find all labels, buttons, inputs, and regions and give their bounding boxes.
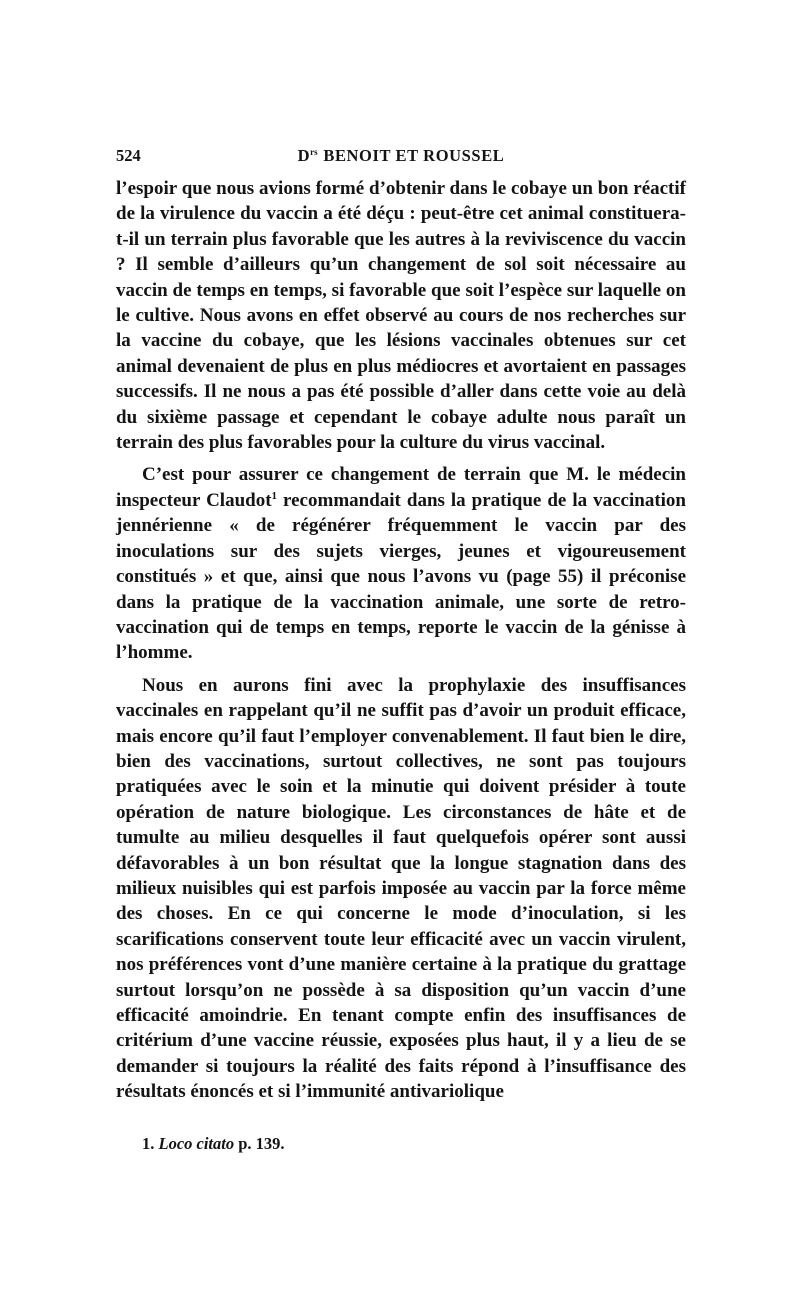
page-header [116,146,686,170]
footnote-number: 1. [142,1134,155,1153]
running-head-authors: BENOIT ET ROUSSEL [318,146,505,165]
paragraph-1: l’espoir que nous avions formé d’obtenir dans le cobaye un bon réactif de la virulence du vaccin a été déçu : peut-être cet animal constituera-t-il un terrain plus favorable que les autres à la reviviscence du vaccin ? Il semble d’ailleurs qu’un changement de sol soit nécessaire au vaccin de temps en temps, si favorable que soit l’espèce sur laquelle on le cultive. Nous avons en effet observé au cours de nos recherches sur la vaccine du cobaye, que les lésions vaccinales obtenues sur cet animal devenaient de plus en plus médiocres et avortaient en passages successifs. Il ne nous a pas été possible d’aller dans cette voie au delà du sixième passage et cependant le cobaye adulte nous paraît un terrain des plus favorables pour la culture du virus vaccinal. [116,178,686,454]
paragraph-2 [116,462,686,665]
footnote-page: p. 139. [238,1134,285,1153]
running-head-superscript: rs [310,147,318,157]
paragraph-3: Nous en aurons fini avec la prophylaxie des insuffisances vaccinales en rappelant qu’il ne suffit pas d’avoir un produit efficace, mais encore qu’il faut l’employer convenablement. Il faut bien le dire, bien des vaccinations, surtout collectives, ne sont pas toujours pratiquées avec le soin et la minutie qui doivent présider à toute opération de nature biologique. Les circonstances de hâte et de tumulte au milieu desquelles il faut quelquefois opérer sont aussi défavorables à un bon résultat que la longue stagnation dans des milieux nuisibles qui est parfois imposée au vaccin par la force même des choses. En ce qui concerne le mode d’inoculation, si les scarifications conservent toute leur efficacité avec un vaccin virulent, nos préférences vont d’une manière certaine à la pratique du grattage surtout lorsqu’on ne possède à sa disposition qu’un vaccin d’une efficacité amoindrie. En tenant compte enfin des insuffisances de critérium d’une vaccine réussie, exposées plus haut, il y a lieu de se demander si toujours la réalité des faits répond à l’insuffisance des résultats énoncés et si l’immunité antivariolique [116,674,686,1103]
footnote-reference: Loco citato [158,1134,235,1153]
running-head [116,146,686,166]
page-number: 524 [116,146,141,165]
paragraph-2-part-1: C’est pour assurer ce changement de terrain que M. le médecin inspecteur Claudot [116,464,686,511]
book-page [116,0,686,1304]
body-text [116,176,686,1112]
running-head-prefix: D [297,146,311,165]
footnote [142,1134,285,1154]
footnote-marker: 1 [271,489,278,502]
paragraph-2-part-2: recommandait dans la pratique de la vaccination jennérienne « de régénérer fréquemment le vaccin par des inoculations sur des sujets vierges, jeunes et vigoureusement constitués » et que, ainsi que nous l’avons vu (page 55) il préconise dans la pratique de la vaccination animale, une sorte de retro-vaccination qui de temps en temps, reporte le vaccin de la génisse à l’homme. [116,489,686,664]
